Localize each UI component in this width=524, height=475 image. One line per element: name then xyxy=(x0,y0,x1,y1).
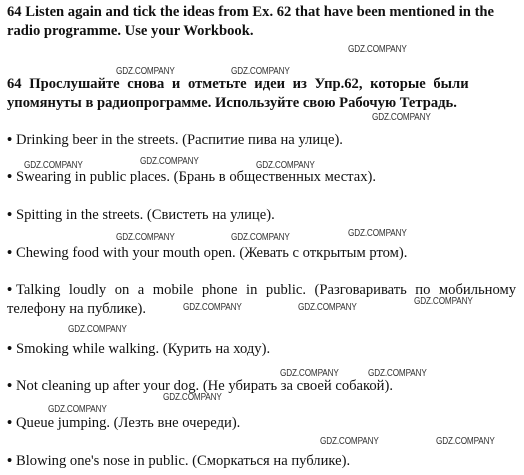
list-item xyxy=(7,340,516,359)
watermark: GDZ.COMPANY xyxy=(372,112,431,123)
list-item-text: Blowing one's nose in public. (Сморкаться на публике). xyxy=(16,453,351,469)
list-item-text: Drinking beer in the streets. (Распитие пива на улице). xyxy=(16,132,343,148)
watermark: GDZ.COMPANY xyxy=(163,392,222,403)
bullet-icon: • xyxy=(7,453,13,469)
watermark: GDZ.COMPANY xyxy=(231,66,290,77)
list-item xyxy=(7,206,516,225)
exercise-heading-russian-line-1: 64 Прослушайте снова и отметьте идеи из Упр.62, которые были xyxy=(7,76,469,92)
watermark: GDZ.COMPANY xyxy=(48,404,107,415)
bullet-icon: • xyxy=(7,245,13,261)
watermark: GDZ.COMPANY xyxy=(348,228,407,239)
list-item-text: Spitting in the streets. (Свистеть на улице). xyxy=(16,207,275,223)
watermark: GDZ.COMPANY xyxy=(116,66,175,77)
list-item-text: Queue jumping. (Лезть вне очереди). xyxy=(16,415,241,431)
watermark: GDZ.COMPANY xyxy=(320,436,379,447)
list-item-text: Swearing in public places. (Брань в общественных местах). xyxy=(16,169,377,185)
watermark: GDZ.COMPANY xyxy=(414,296,473,307)
watermark: GDZ.COMPANY xyxy=(116,232,175,243)
watermark: GDZ.COMPANY xyxy=(140,156,199,167)
exercise-heading-english-line-1: 64 Listen again and tick the ideas from Ex. 62 that have been mentioned in the xyxy=(7,4,495,20)
list-item xyxy=(7,452,516,471)
bullet-icon: • xyxy=(7,169,13,185)
list-item-text: Smoking while walking. (Курить на ходу). xyxy=(16,341,271,357)
exercise-heading-english-line-2: radio programme. Use your Workbook. xyxy=(7,23,254,39)
list-item xyxy=(7,131,516,150)
watermark: GDZ.COMPANY xyxy=(436,436,495,447)
list-item-text: Talking loudly on a mobile phone in public. (Разговаривать по мобильному телефону на публике). xyxy=(7,282,516,317)
watermark: GDZ.COMPANY xyxy=(231,232,290,243)
list-item-text: Not cleaning up after your dog. (Не убирать за своей собакой). xyxy=(16,378,393,394)
watermark: GDZ.COMPANY xyxy=(280,368,339,379)
exercise-heading-russian-line-2: упомянуты в радиопрограмме. Используйте свою Рабочую Тетрадь. xyxy=(7,95,457,111)
list-item-text: Chewing food with your mouth open. (Жевать с открытым ртом). xyxy=(16,245,408,261)
bullet-icon: • xyxy=(7,378,13,394)
bullet-icon: • xyxy=(7,207,13,223)
watermark: GDZ.COMPANY xyxy=(368,368,427,379)
watermark: GDZ.COMPANY xyxy=(298,302,357,313)
bullet-icon: • xyxy=(7,132,13,148)
watermark: GDZ.COMPANY xyxy=(68,324,127,335)
watermark: GDZ.COMPANY xyxy=(256,160,315,171)
bullet-icon: • xyxy=(7,415,13,431)
list-item xyxy=(7,377,516,396)
bullet-icon: • xyxy=(7,282,13,298)
list-item xyxy=(7,414,516,433)
watermark: GDZ.COMPANY xyxy=(183,302,242,313)
watermark: GDZ.COMPANY xyxy=(348,44,407,55)
watermark: GDZ.COMPANY xyxy=(24,160,83,171)
list-item xyxy=(7,244,516,263)
bullet-icon: • xyxy=(7,341,13,357)
